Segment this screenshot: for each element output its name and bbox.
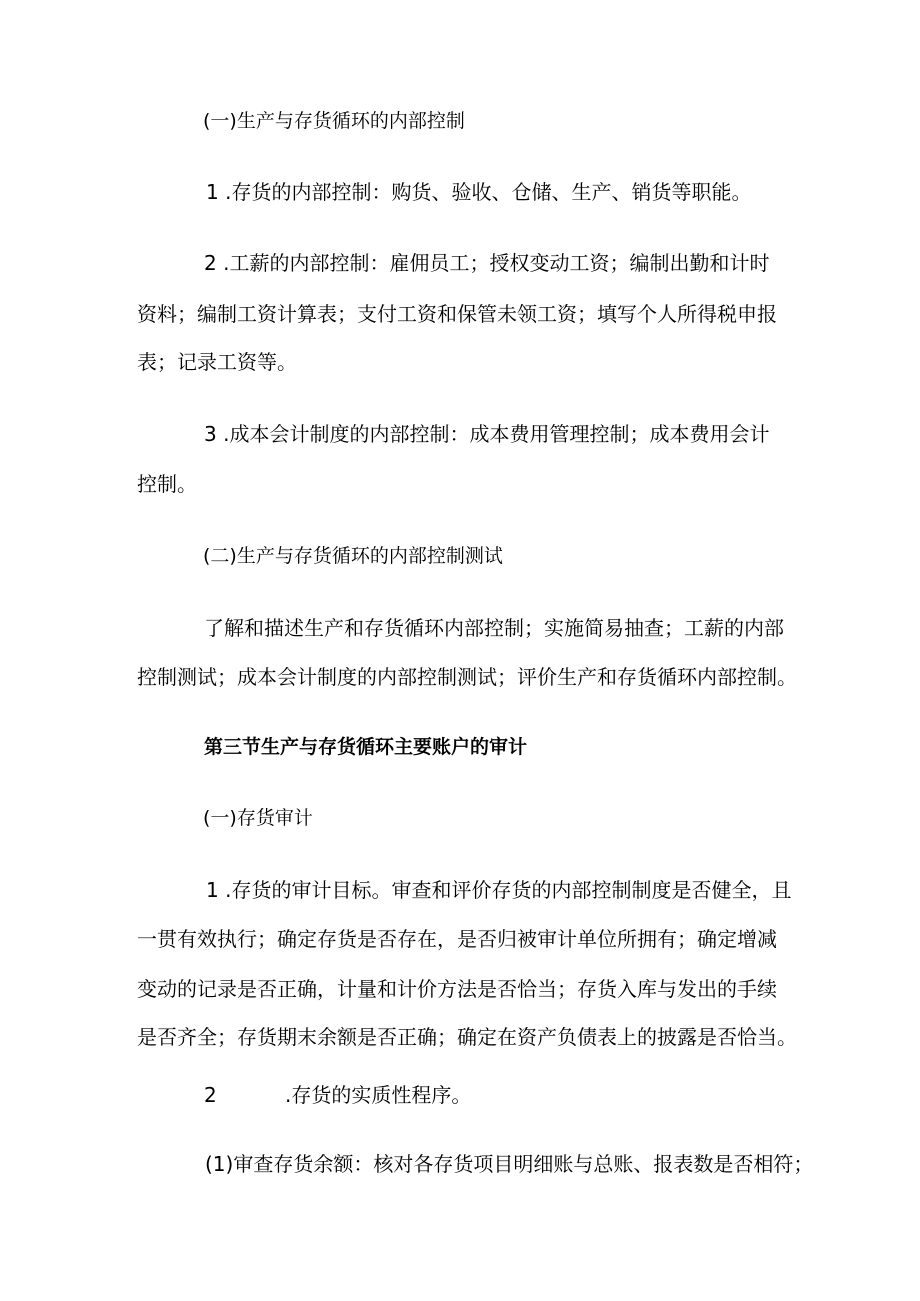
paragraph-line: 了解和描述生产和存货循环内部控制；实施简易抽查；工薪的内部 (204, 616, 784, 640)
paragraph-line: 变动的记录是否正确，计量和计价方法是否恰当；存货入库与发出的手续 (137, 977, 777, 1001)
section-heading-3: (一)存货审计 (203, 807, 313, 829)
paragraph-line: 1 .存货的内部控制：购货、验收、仓储、生产、销货等职能。 (206, 180, 752, 204)
list-number: 2 (204, 1083, 217, 1107)
paragraph-line: 一贯有效执行；确定存货是否存在，是否归被审计单位所拥有；确定增减 (137, 927, 777, 951)
section-heading-2: (二)生产与存货循环的内部控制测试 (203, 545, 503, 567)
paragraph-line: 2 .工薪的内部控制：雇佣员工；授权变动工资；编制出勤和计时 (204, 251, 770, 275)
paragraph-line: 控制。 (137, 472, 197, 496)
paragraph-line: 3 .成本会计制度的内部控制：成本费用管理控制；成本费用会计 (204, 422, 770, 446)
paragraph-line: .存货的实质性程序。 (285, 1083, 472, 1107)
paragraph-line: 1 .存货的审计目标。审查和评价存货的内部控制制度是否健全，且 (206, 878, 792, 902)
paragraph-line: 资料；编制工资计算表；支付工资和保管未领工资；填写个人所得税申报 (137, 302, 777, 326)
chapter-section-title: 第三节生产与存货循环主要账户的审计 (204, 736, 528, 758)
paragraph-line: (1)审查存货余额：核对各存货项目明细账与总账、报表数是否相符； (205, 1152, 814, 1176)
paragraph-line: 表；记录工资等。 (137, 350, 297, 374)
paragraph-line: 控制测试；成本会计制度的内部控制测试；评价生产和存货循环内部控制。 (137, 665, 797, 689)
paragraph-line: 是否齐全；存货期末余额是否正确；确定在资产负债表上的披露是否恰当。 (137, 1025, 797, 1049)
section-heading-1: (一)生产与存货循环的内部控制 (203, 110, 465, 132)
